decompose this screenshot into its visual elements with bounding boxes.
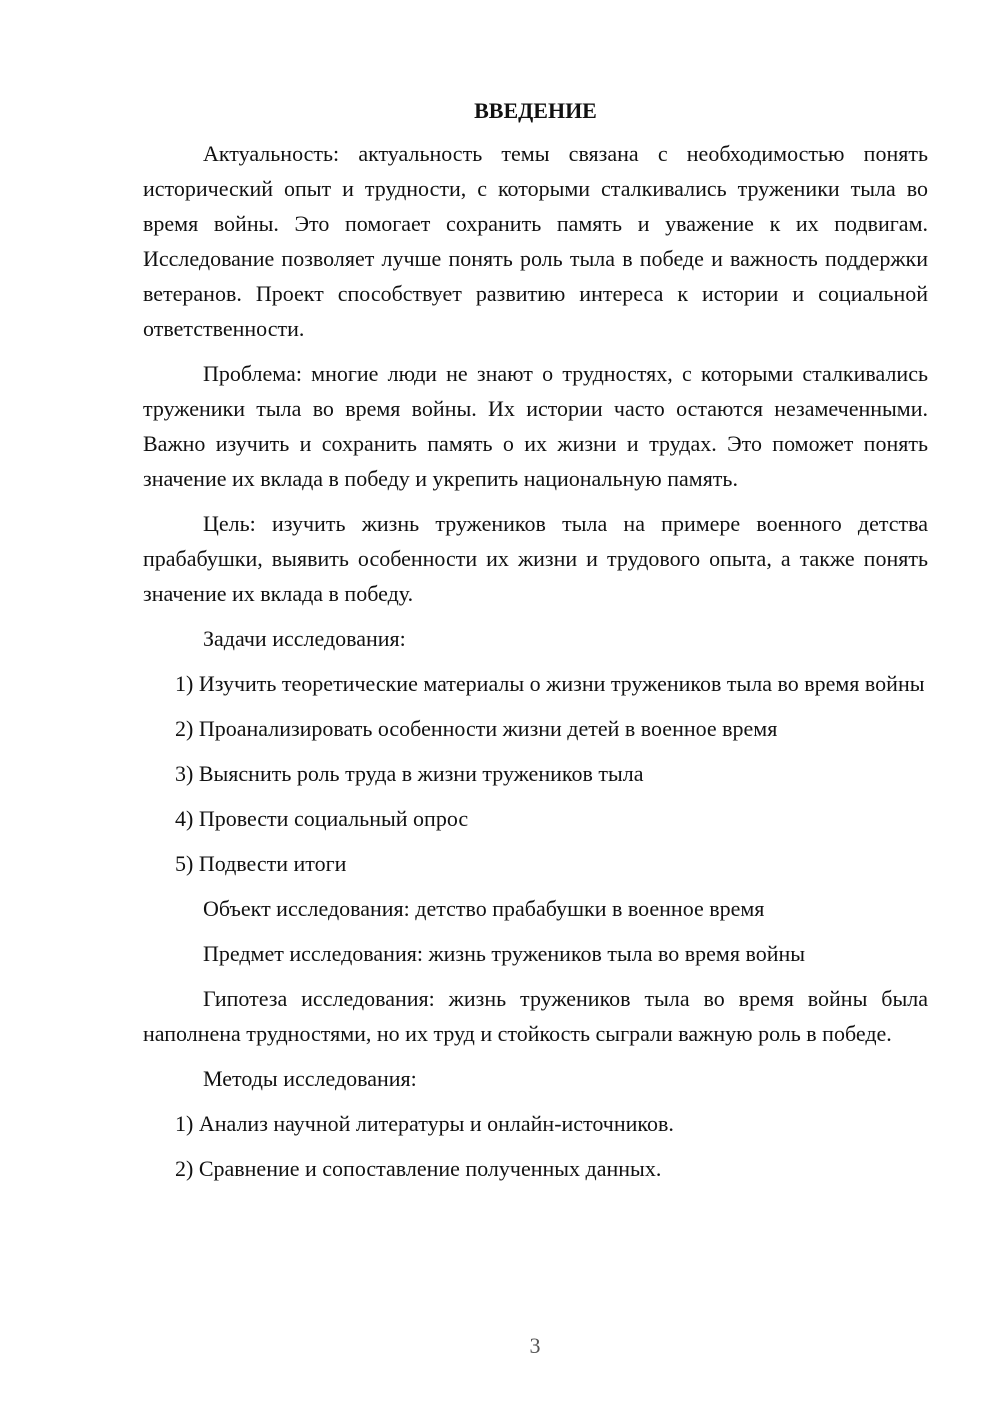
method-item: 2) Сравнение и сопоставление полученных данных. xyxy=(175,1156,662,1181)
method-item: 1) Анализ научной литературы и онлайн-источников. xyxy=(175,1111,674,1136)
task-item: 3) Выяснить роль труда в жизни тружеников тыла xyxy=(175,761,644,786)
problem-paragraph: Проблема: многие люди не знают о трудностях, с которыми сталкивались труженики тыла во время войны. Их истории часто остаются незамеченными. Важно изучить и сохранить память о их жизни и трудах. Это поможет понять значение их вклада в победу и укрепить национальную память. xyxy=(143,361,928,491)
section-title: ВВЕДЕНИЕ xyxy=(474,98,597,123)
relevance-paragraph: Актуальность: актуальность темы связана с необходимостью понять исторический опыт и трудности, с которыми сталкивались труженики тыла во время войны. Это помогает сохранить память и уважение к их подвигам. Исследование позволяет лучше понять роль тыла в победе и важность поддержки ветеранов. Проект способствует развитию интереса к истории и социальной ответственности. xyxy=(143,141,928,341)
subject-line: Предмет исследования: жизнь тружеников тыла во время войны xyxy=(203,941,806,966)
tasks-heading: Задачи исследования: xyxy=(203,626,406,651)
task-item: 2) Проанализировать особенности жизни детей в военное время xyxy=(175,716,778,741)
goal-paragraph: Цель: изучить жизнь тружеников тыла на примере военного детства прабабушки, выявить особенности их жизни и трудового опыта, а также понять значение их вклада в победу. xyxy=(143,511,928,606)
methods-heading: Методы исследования: xyxy=(203,1066,417,1091)
task-item: 1) Изучить теоретические материалы о жизни тружеников тыла во время войны xyxy=(175,671,925,696)
object-line: Объект исследования: детство прабабушки в военное время xyxy=(203,896,765,921)
task-item: 5) Подвести итоги xyxy=(175,851,347,876)
page-number: 3 xyxy=(529,1333,541,1358)
hypothesis-paragraph: Гипотеза исследования: жизнь тружеников тыла во время войны была наполнена трудностями, но их труд и стойкость сыграли важную роль в победе. xyxy=(143,986,928,1046)
task-item: 4) Провести социальный опрос xyxy=(175,806,469,831)
document-page xyxy=(143,96,928,1196)
